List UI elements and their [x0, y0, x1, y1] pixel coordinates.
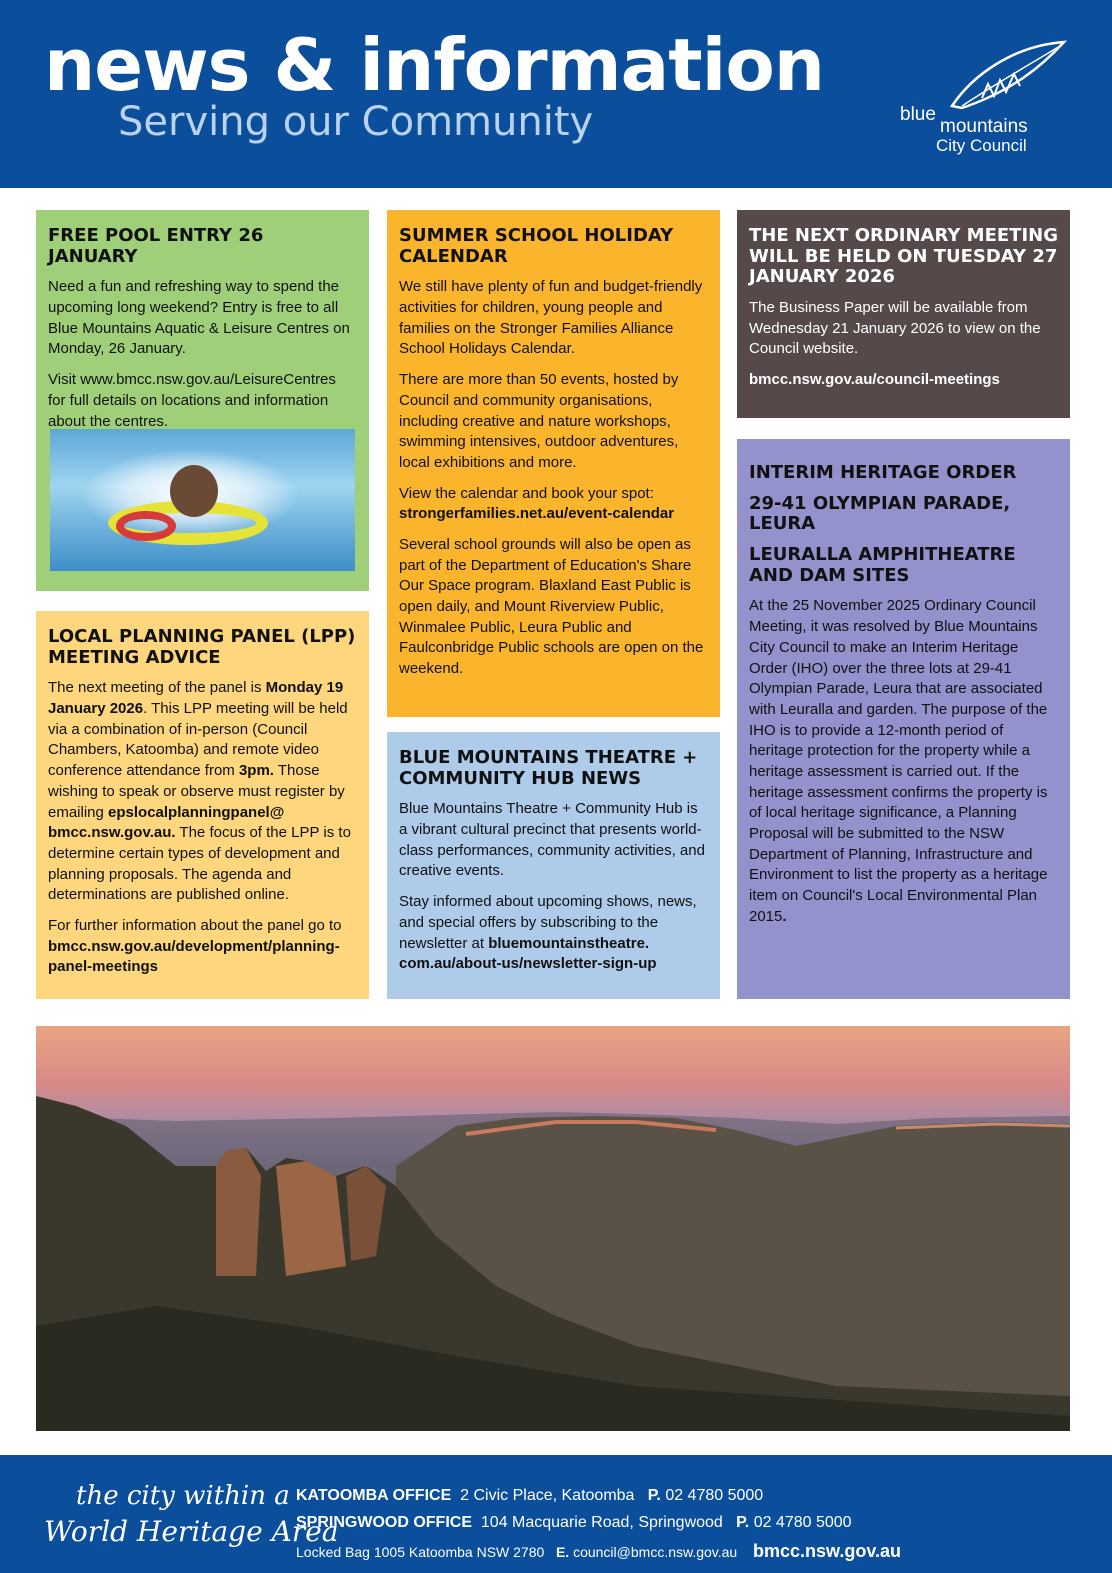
theatre-paragraph-2: Stay informed about upcoming shows, news, and special offers by subscribing to the newsletter at bluemountainstheatre. com.au/about-us/newsletter-sign-up	[399, 893, 697, 973]
holiday-calendar-box	[387, 210, 720, 717]
theatre-heading: BLUE MOUNTAINS THEATRE + COMMUNITY HUB NEWS	[399, 747, 698, 789]
heritage-heading-3: LEURALLA AMPHITHEATRE AND DAM SITES	[749, 544, 1016, 586]
page-subtitle: Serving our Community	[118, 99, 594, 145]
logo-text-mountains: mountains	[940, 116, 1028, 137]
page-title: news & information	[44, 23, 825, 107]
lpp-paragraph-1: The next meeting of the panel is Monday 19 January 2026. This LPP meeting will be held via a combination of in-person (Council Chambers, Katoomba) and remote video conference attendance from 3pm. Those wishing to speak or observe must register by emailing epslocalplanningpanel@ bmcc.nsw.gov.au. The focus of the LPP is to determine certain types of development and planning proposals. The agenda and determinations are published online.	[48, 679, 351, 904]
holiday-paragraph-1: We still have plenty of fun and budget-friendly activities for children, young people and families on the Stronger Families Alliance School Holidays Calendar.	[399, 278, 703, 358]
council-logo	[896, 36, 1076, 160]
pool-heading: FREE POOL ENTRY 26 JANUARY	[48, 225, 264, 267]
footer-tagline-2: World Heritage Area	[44, 1515, 339, 1548]
lpp-box	[36, 611, 369, 999]
springwood-phone[interactable]: 02 4780 5000	[753, 1514, 852, 1531]
katoomba-phone[interactable]: 02 4780 5000	[665, 1487, 764, 1504]
holiday-calendar-link[interactable]: strongerfamilies.net.au/event-calendar	[399, 505, 675, 523]
pool-paragraph-2: Visit www.bmcc.nsw.gov.au/LeisureCentres for full details on locations and information about the centres.	[48, 371, 336, 430]
page-header	[0, 0, 1112, 188]
theatre-newsletter-link[interactable]: bluemountainstheatre. com.au/about-us/newsletter-sign-up	[399, 934, 657, 973]
holiday-paragraph-2: There are more than 50 events, hosted by Council and community organisations, including creative and nature workshops, swimming intensives, outdoor adventures, local exhibitions and more.	[399, 371, 679, 471]
leaf-logo-icon	[942, 36, 1072, 116]
pool-entry-box	[36, 210, 369, 591]
meeting-link[interactable]: bmcc.nsw.gov.au/council-meetings	[749, 371, 1000, 389]
logo-text-blue: blue	[900, 104, 936, 125]
katoomba-office-line: KATOOMBA OFFICE 2 Civic Place, Katoomba P. 02 4780 5000	[296, 1487, 764, 1504]
meeting-box	[737, 210, 1070, 418]
heritage-heading-2: 29-41 OLYMPIAN PARADE, LEURA	[749, 492, 1011, 535]
pool-paragraph-1: Need a fun and refreshing way to spend the upcoming long weekend? Entry is free to all Blue Mountains Aquatic & Leisure Centres on Monday, 26 January.	[48, 278, 350, 358]
postal-line: Locked Bag 1005 Katoomba NSW 2780 E. council@bmcc.nsw.gov.au bmcc.nsw.gov.au	[296, 1541, 902, 1561]
holiday-paragraph-4: Several school grounds will also be open as part of the Department of Education's Share Our Space program. Blaxland East Public is open daily, and Mount Riverview Public, Winmalee Public, Leura Public and Faulconbridge Public schools are open on the weekend.	[399, 535, 704, 678]
heritage-paragraph: At the 25 November 2025 Ordinary Council Meeting, it was resolved by Blue Mountains City Council to make an Interim Heritage Order (IHO) over the three lots at 29-41 Olympian Parade, Leura that are associated with Leuralla and garden. The purpose of the IHO is to provide a 12-month period of heritage protection for the property while a heritage assessment is carried out. If the heritage assessment confirms the property is of local heritage significance, a Planning Proposal will be submitted to the NSW Department of Planning, Infrastructure and Environment to list the property as a heritage item on Council's Local Environmental Plan 2015.	[749, 597, 1048, 925]
lpp-heading: LOCAL PLANNING PANEL (LPP) MEETING ADVICE	[48, 626, 356, 668]
pool-child-photo	[50, 429, 355, 571]
page-footer	[0, 1455, 1112, 1573]
heritage-box	[737, 439, 1070, 999]
springwood-office-line: SPRINGWOOD OFFICE 104 Macquarie Road, Springwood P. 02 4780 5000	[296, 1514, 852, 1531]
lpp-email-link[interactable]: epslocalplanningpanel@ bmcc.nsw.gov.au.	[48, 803, 285, 842]
lpp-web-link[interactable]: bmcc.nsw.gov.au/development/planning-panel-meetings	[48, 937, 340, 976]
holiday-paragraph-3: View the calendar and book your spot: strongerfamilies.net.au/event-calendar	[399, 484, 675, 523]
footer-email-link[interactable]: council@bmcc.nsw.gov.au	[573, 1544, 738, 1560]
footer-website-link[interactable]: bmcc.nsw.gov.au	[753, 1541, 902, 1561]
meeting-heading: THE NEXT ORDINARY MEETING WILL BE HELD ON TUESDAY 27 JANUARY 2026	[749, 225, 1058, 288]
theatre-box	[387, 732, 720, 999]
heritage-heading-1: INTERIM HERITAGE ORDER	[749, 462, 1017, 483]
three-sisters-landscape-photo	[36, 1026, 1070, 1431]
meeting-paragraph: The Business Paper will be available from Wednesday 21 January 2026 to view on the Council website.	[749, 299, 1041, 358]
logo-text-council: City Council	[936, 136, 1027, 155]
holiday-heading: SUMMER SCHOOL HOLIDAY CALENDAR	[399, 225, 674, 267]
theatre-paragraph-1: Blue Mountains Theatre + Community Hub is a vibrant cultural precinct that presents world-class performances, community activities, and creative events.	[399, 800, 705, 880]
footer-tagline-1: the city within a	[76, 1481, 290, 1511]
lpp-paragraph-2: For further information about the panel go to bmcc.nsw.gov.au/development/planning-panel-meetings	[48, 916, 342, 976]
